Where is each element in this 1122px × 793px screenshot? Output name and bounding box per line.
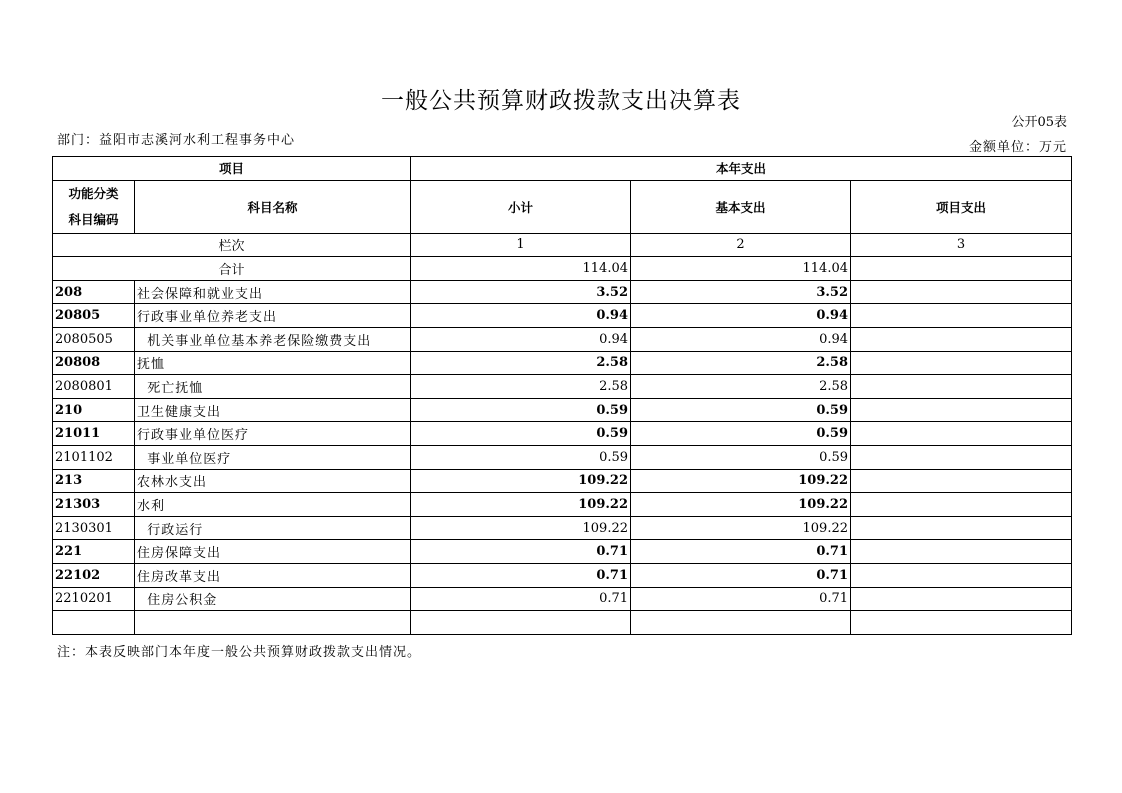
row-subtotal: 0.71 <box>411 540 631 564</box>
amount-unit-label: 金额单位：万元 <box>968 140 1067 155</box>
table-row <box>53 422 1072 446</box>
row-subtotal: 109.22 <box>411 469 631 493</box>
row-subject-name: 死亡抚恤 <box>135 375 411 399</box>
row-subject-name: 卫生健康支出 <box>135 398 411 422</box>
header-project-expenditure: 项目支出 <box>851 180 1072 233</box>
column-index-3: 3 <box>851 233 1072 257</box>
form-number: 公开05表 <box>1011 115 1067 130</box>
row-subtotal: 109.22 <box>411 516 631 540</box>
row-project <box>851 563 1072 587</box>
header-function-code <box>53 180 135 233</box>
row-subject-name: 水利 <box>135 493 411 517</box>
row-project <box>851 351 1072 375</box>
total-row <box>53 257 1072 281</box>
row-code: 20808 <box>53 351 135 375</box>
row-basic: 0.71 <box>631 587 851 611</box>
header-subject-name: 科目名称 <box>135 180 411 233</box>
row-project <box>851 611 1072 635</box>
row-subtotal: 0.59 <box>411 445 631 469</box>
row-project <box>851 469 1072 493</box>
row-subject-name: 社会保障和就业支出 <box>135 280 411 304</box>
row-subtotal: 0.71 <box>411 587 631 611</box>
row-code <box>53 611 135 635</box>
row-code: 21303 <box>53 493 135 517</box>
row-basic: 0.94 <box>631 327 851 351</box>
row-subtotal: 2.58 <box>411 351 631 375</box>
row-basic: 0.71 <box>631 540 851 564</box>
row-basic: 2.58 <box>631 351 851 375</box>
row-subject-name: 抚恤 <box>135 351 411 375</box>
row-subject-name: 农林水支出 <box>135 469 411 493</box>
header-basic-expenditure: 基本支出 <box>631 180 851 233</box>
row-subject-name: 行政事业单位医疗 <box>135 422 411 446</box>
row-project <box>851 375 1072 399</box>
table-row <box>53 398 1072 422</box>
row-project <box>851 422 1072 446</box>
row-subject-name: 住房公积金 <box>135 587 411 611</box>
expenditure-table <box>52 156 1072 635</box>
row-basic: 0.59 <box>631 398 851 422</box>
header-function-code-line2: 科目编码 <box>68 211 119 227</box>
total-subtotal: 114.04 <box>411 257 631 281</box>
row-code: 22102 <box>53 563 135 587</box>
row-code: 2080801 <box>53 375 135 399</box>
row-project <box>851 493 1072 517</box>
page-title: 一般公共预算财政拨款支出决算表 <box>381 88 741 114</box>
row-basic: 0.59 <box>631 445 851 469</box>
row-subtotal: 0.71 <box>411 563 631 587</box>
row-project <box>851 516 1072 540</box>
row-subtotal: 2.58 <box>411 375 631 399</box>
row-subject-name: 机关事业单位基本养老保险缴费支出 <box>135 327 411 351</box>
table-row <box>53 493 1072 517</box>
row-basic: 0.59 <box>631 422 851 446</box>
row-subject-name <box>135 611 411 635</box>
row-basic: 109.22 <box>631 516 851 540</box>
table-row <box>53 611 1072 635</box>
table-row <box>53 516 1072 540</box>
table-row <box>53 540 1072 564</box>
row-project <box>851 327 1072 351</box>
header-row-1 <box>53 157 1072 181</box>
row-basic: 109.22 <box>631 493 851 517</box>
row-basic: 109.22 <box>631 469 851 493</box>
table-row <box>53 375 1072 399</box>
header-current-year-expenditure: 本年支出 <box>411 157 1072 181</box>
row-project <box>851 304 1072 328</box>
total-basic: 114.04 <box>631 257 851 281</box>
table-row <box>53 445 1072 469</box>
header-row-2 <box>53 180 1072 233</box>
header-item: 项目 <box>53 157 411 181</box>
row-subtotal: 0.94 <box>411 327 631 351</box>
row-subtotal: 3.52 <box>411 280 631 304</box>
table-row <box>53 563 1072 587</box>
row-subtotal: 0.59 <box>411 398 631 422</box>
row-code: 20805 <box>53 304 135 328</box>
row-code: 208 <box>53 280 135 304</box>
row-subject-name: 住房改革支出 <box>135 563 411 587</box>
row-code: 2080505 <box>53 327 135 351</box>
row-code: 2130301 <box>53 516 135 540</box>
table-row <box>53 587 1072 611</box>
row-subtotal: 0.59 <box>411 422 631 446</box>
column-index-2: 2 <box>631 233 851 257</box>
table-row <box>53 304 1072 328</box>
row-subtotal: 109.22 <box>411 493 631 517</box>
row-code: 213 <box>53 469 135 493</box>
table-row <box>53 351 1072 375</box>
row-project <box>851 587 1072 611</box>
row-code: 221 <box>53 540 135 564</box>
column-index-label: 栏次 <box>53 233 411 257</box>
column-index-1: 1 <box>411 233 631 257</box>
row-subtotal <box>411 611 631 635</box>
row-basic: 0.71 <box>631 563 851 587</box>
row-basic <box>631 611 851 635</box>
row-basic: 2.58 <box>631 375 851 399</box>
row-subject-name: 事业单位医疗 <box>135 445 411 469</box>
footnote: 注：本表反映部门本年度一般公共预算财政拨款支出情况。 <box>57 645 422 660</box>
row-project <box>851 540 1072 564</box>
table-row <box>53 469 1072 493</box>
row-subject-name: 住房保障支出 <box>135 540 411 564</box>
row-basic: 0.94 <box>631 304 851 328</box>
row-code: 21011 <box>53 422 135 446</box>
row-code: 2101102 <box>53 445 135 469</box>
row-subtotal: 0.94 <box>411 304 631 328</box>
header-subtotal: 小计 <box>411 180 631 233</box>
row-basic: 3.52 <box>631 280 851 304</box>
row-code: 2210201 <box>53 587 135 611</box>
header-function-code-line1: 功能分类 <box>68 185 119 201</box>
row-project <box>851 398 1072 422</box>
row-project <box>851 280 1072 304</box>
column-index-row <box>53 233 1072 257</box>
total-label: 合计 <box>53 257 411 281</box>
table-row <box>53 280 1072 304</box>
total-project <box>851 257 1072 281</box>
row-subject-name: 行政运行 <box>135 516 411 540</box>
department-label: 部门：益阳市志溪河水利工程事务中心 <box>57 133 296 148</box>
row-code: 210 <box>53 398 135 422</box>
table-row <box>53 327 1072 351</box>
row-subject-name: 行政事业单位养老支出 <box>135 304 411 328</box>
row-project <box>851 445 1072 469</box>
